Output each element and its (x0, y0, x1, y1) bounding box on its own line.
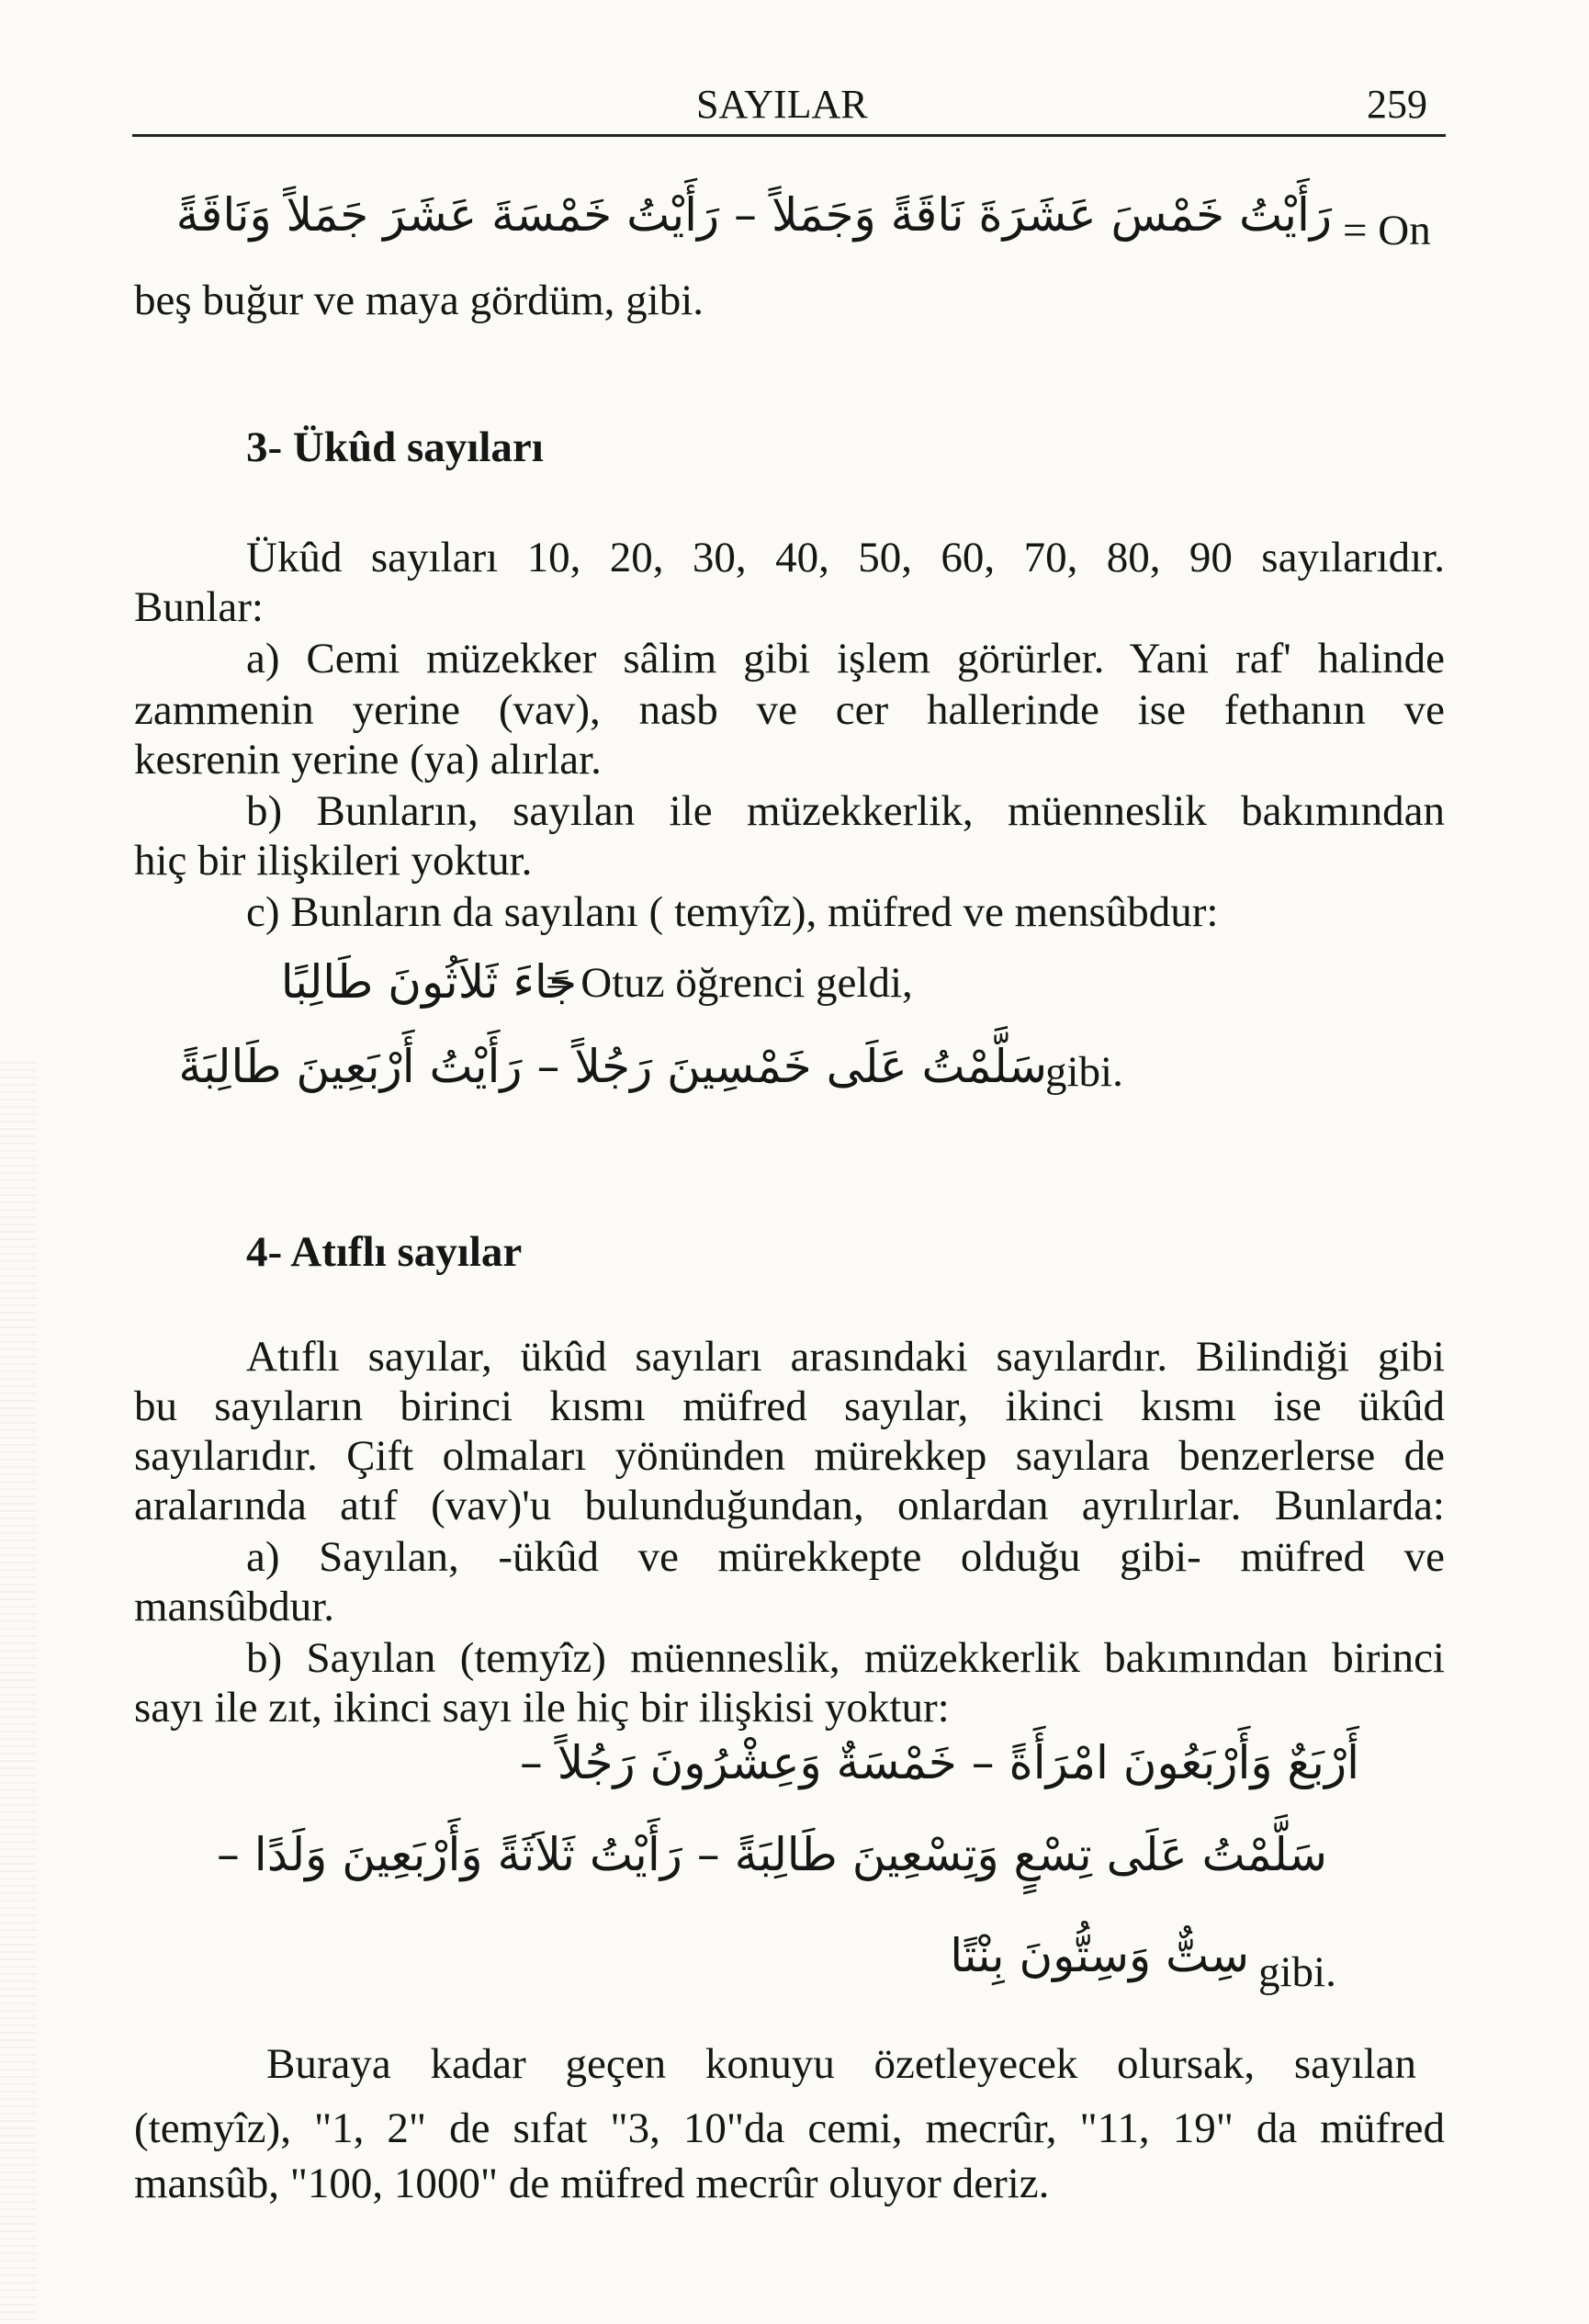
paragraph-line: c) Bunların da sayılanı ( temyîz), müfred ve mensûbdur: (246, 888, 1219, 936)
paragraph-line: hiç bir ilişkileri yoktur. (134, 837, 533, 885)
paragraph-line: a) Sayılan, -ükûd ve mürekkepte olduğu gibi- müfred ve (246, 1533, 1445, 1581)
paragraph-line: sayı ile zıt, ikinci sayı ile hiç bir ilişkisi yoktur: (134, 1684, 950, 1732)
paragraph-line: Buraya kadar geçen konuyu özetleyecek olursak, sayılan (266, 2040, 1416, 2088)
paragraph-line: mansûb, "100, 1000" de müfred mecrûr oluyor deriz. (134, 2160, 1050, 2207)
page-number: 259 (1367, 82, 1427, 127)
arabic-example: جَاءَ ثَلاَثُونَ طَالِبًا (280, 955, 577, 1009)
paragraph-line: Ükûd sayıları 10, 20, 30, 40, 50, 60, 70, 80, 90 sayılarıdır. (246, 534, 1445, 581)
section-heading: 3- Ükûd sayıları (246, 423, 544, 471)
paragraph-line: b) Sayılan (temyîz) müenneslik, müzekkerlik bakımından birinci (246, 1634, 1445, 1682)
example-gibi: gibi. (1258, 1948, 1336, 1996)
paragraph-line: b) Bunların, sayılan ile müzekkerlik, müenneslik bakımından (246, 787, 1445, 835)
paragraph-line: zammenin yerine (vav), nasb ve cer hallerinde ise fethanın ve (134, 686, 1445, 734)
scan-edge-noise (0, 1056, 37, 2324)
paragraph-line: Atıflı sayılar, ükûd sayıları arasındaki sayılardır. Bilindiği gibi (246, 1333, 1445, 1381)
arabic-example: أَرْبَعٌ وَأَرْبَعُونَ امْرَأَةً – خَمْسَةٌ وَعِشْرُونَ رَجُلاً – (519, 1736, 1359, 1789)
example-translation: = Otuz öğrenci geldi, (546, 959, 913, 1007)
paragraph-line: kesrenin yerine (ya) alırlar. (134, 736, 602, 784)
example-translation-start: = On (1343, 207, 1431, 254)
paragraph-line: bu sayıların birinci kısmı müfred sayılar, ikinci kısmı ise ükûd (134, 1382, 1445, 1430)
example-gibi: gibi. (1045, 1048, 1123, 1096)
running-header-title: SAYILAR (696, 82, 868, 127)
header-rule (132, 134, 1446, 137)
paragraph-line: Bunlar: (134, 583, 264, 631)
arabic-example: سِتٌّ وَسِتُّونَ بِنْتًا (950, 1929, 1249, 1982)
paragraph-line: sayılarıdır. Çift olmaları yönünden mürekkep sayılara benzerlerse de (134, 1432, 1445, 1480)
paragraph-line: aralarında atıf (vav)'u bulunduğundan, onlardan ayrılırlar. Bunlarda: (134, 1482, 1445, 1529)
example-translation-end: beş buğur ve maya gördüm, gibi. (134, 276, 704, 324)
arabic-example: سَلَّمْتُ عَلَى تِسْعٍ وَتِسْعِينَ طَالِبَةً – رَأَيْتُ ثَلاَثَةً وَأَرْبَعِينَ وَلَدًا – (216, 1828, 1327, 1881)
arabic-example: سَلَّمْتُ عَلَى خَمْسِينَ رَجُلاً – رَأَيْتُ أَرْبَعِينَ طَالِبَةً (178, 1040, 1047, 1093)
paragraph-line: a) Cemi müzekker sâlim gibi işlem görürler. Yani raf' halinde (246, 635, 1445, 683)
paragraph-line: mansûbdur. (134, 1583, 335, 1630)
section-heading: 4- Atıflı sayılar (246, 1228, 523, 1276)
arabic-example-top: رَأَيْتُ خَمْسَ عَشَرَةَ نَاقَةً وَجَمَلاً – رَأَيْتُ خَمْسَةَ عَشَرَ جَمَلاً وَنَاقَةً (175, 188, 1332, 242)
paragraph-line: (temyîz), "1, 2" de sıfat "3, 10"da cemi, mecrûr, "11, 19" da müfred (134, 2104, 1445, 2152)
